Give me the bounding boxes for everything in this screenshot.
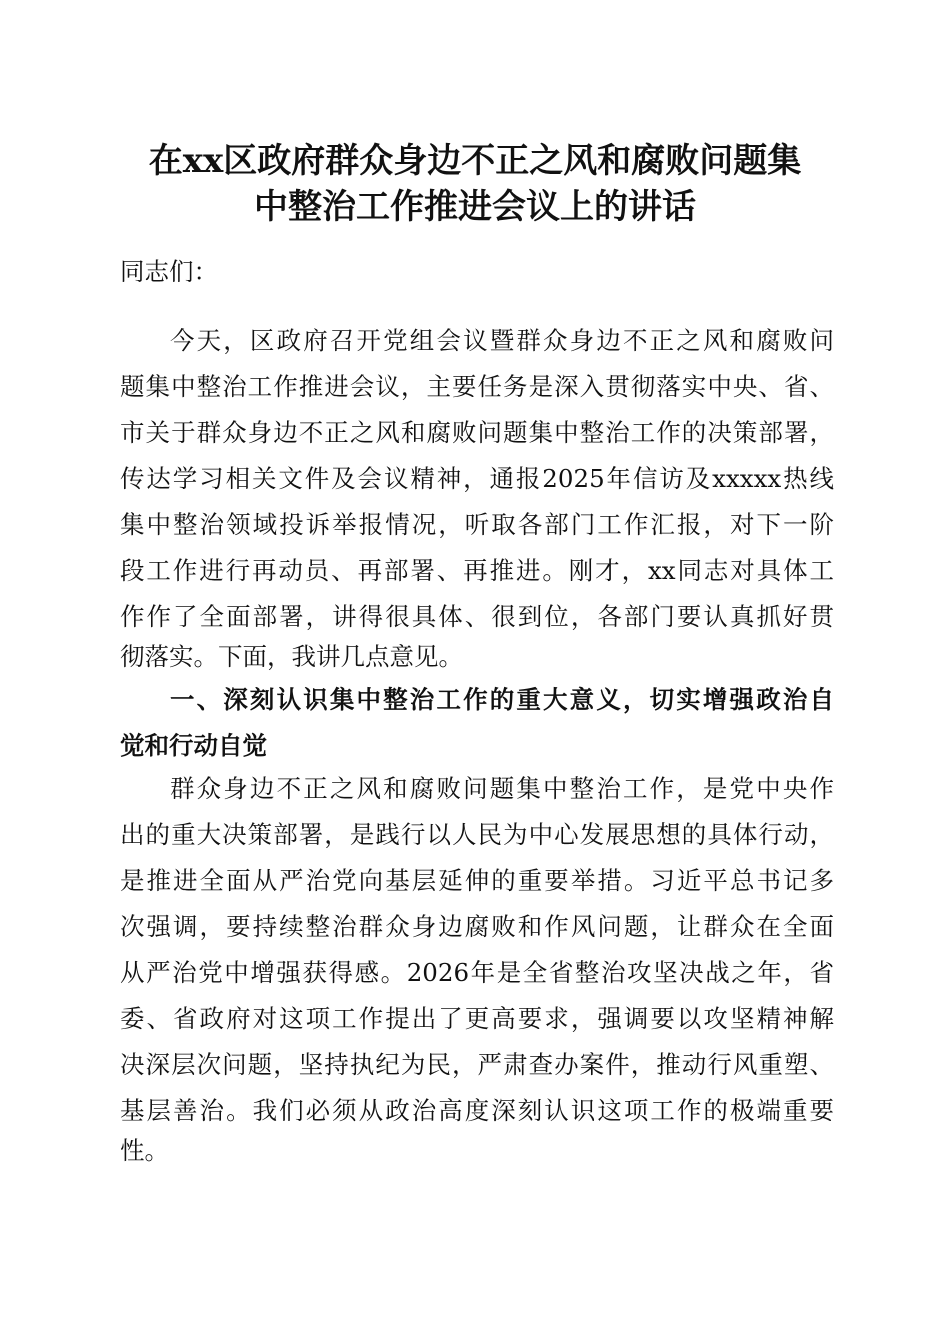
paragraph-2-line: 次强调，要持续整治群众身边腐败和作风问题，让群众在全面 <box>120 912 834 941</box>
paragraph-2-line: 决深层次问题，坚持执纪为民，严肃查办案件，推动行风重塑、 <box>120 1050 834 1079</box>
paragraph-2-line: 性。 <box>120 1136 169 1165</box>
paragraph-1-line: 今天，区政府召开党组会议暨群众身边不正之风和腐败问 <box>170 326 834 355</box>
paragraph-1-line: 传达学习相关文件及会议精神，通报2025年信访及xxxxx热线 <box>120 464 834 493</box>
paragraph-2-line: 群众身边不正之风和腐败问题集中整治工作，是党中央作 <box>170 774 834 803</box>
paragraph-1-line: 彻落实。下面，我讲几点意见。 <box>120 642 463 671</box>
paragraph-2-line: 是推进全面从严治党向基层延伸的重要举措。习近平总书记多 <box>120 866 834 895</box>
section-heading-1-line: 一、深刻认识集中整治工作的重大意义，切实增强政治自 <box>170 685 834 714</box>
paragraph-1-line: 题集中整治工作推进会议，主要任务是深入贯彻落实中央、省、 <box>120 372 834 401</box>
paragraph-2-line: 基层善治。我们必须从政治高度深刻认识这项工作的极端重要 <box>120 1096 834 1125</box>
salutation: 同志们： <box>120 257 218 286</box>
paragraph-1-line: 段工作进行再动员、再部署、再推进。刚才，xx同志对具体工 <box>120 556 834 585</box>
document-title-line-2: 中整治工作推进会议上的讲话 <box>254 187 696 227</box>
paragraph-2-line: 从严治党中增强获得感。2026年是全省整治攻坚决战之年，省 <box>120 958 834 987</box>
paragraph-1-line: 作作了全面部署，讲得很具体、很到位，各部门要认真抓好贯 <box>120 602 834 631</box>
document-title-line-1: 在xx区政府群众身边不正之风和腐败问题集 <box>148 141 802 181</box>
paragraph-1-line: 市关于群众身边不正之风和腐败问题集中整治工作的决策部署， <box>120 418 834 447</box>
section-heading-1-line: 觉和行动自觉 <box>120 731 267 760</box>
paragraph-1-line: 集中整治领域投诉举报情况，听取各部门工作汇报，对下一阶 <box>120 510 834 539</box>
paragraph-2-line: 出的重大决策部署，是践行以人民为中心发展思想的具体行动， <box>120 820 834 849</box>
paragraph-2-line: 委、省政府对这项工作提出了更高要求，强调要以攻坚精神解 <box>120 1004 834 1033</box>
